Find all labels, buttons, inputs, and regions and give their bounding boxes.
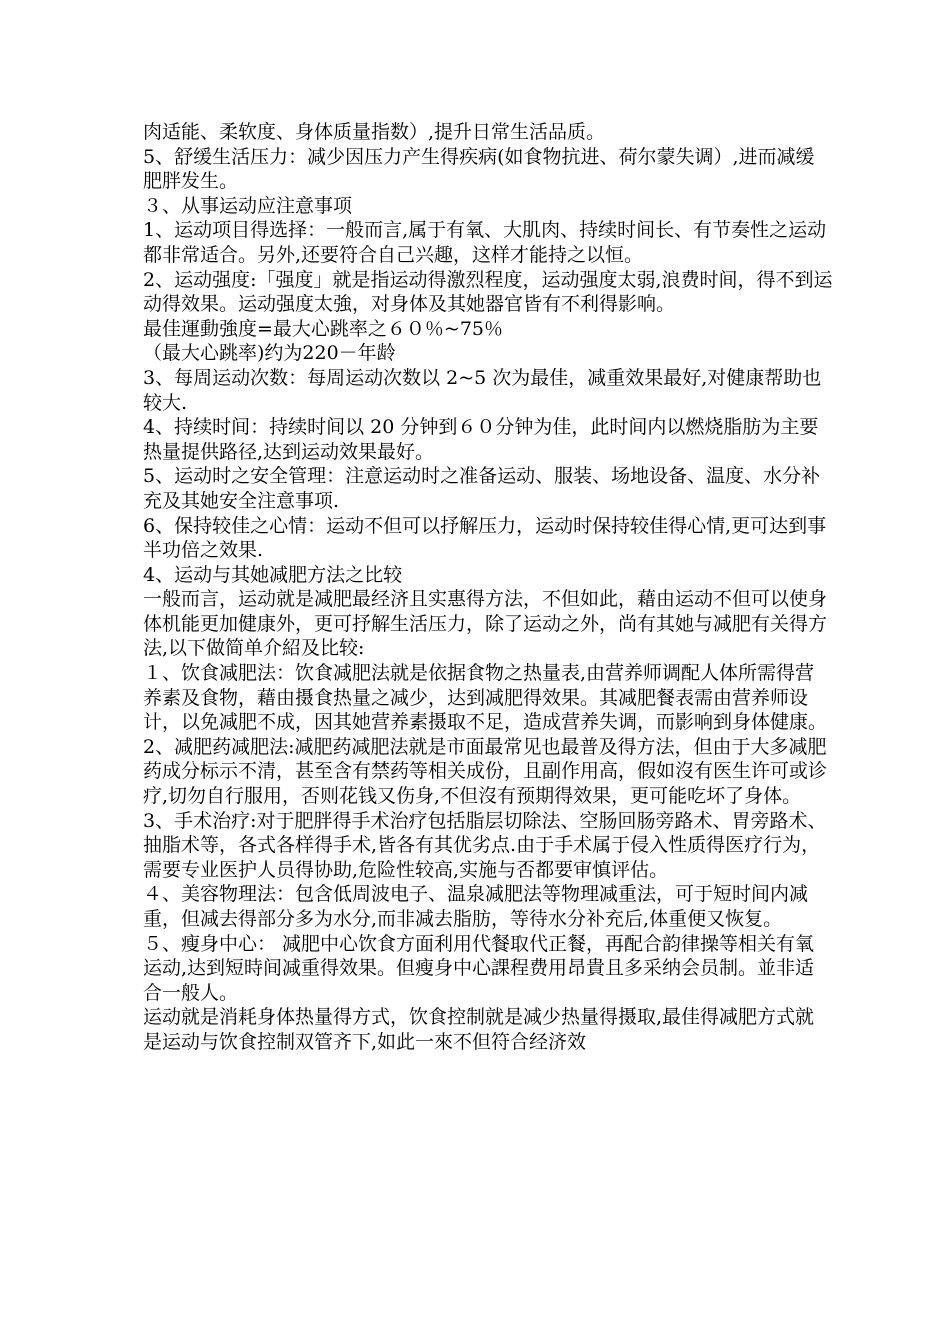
section-heading-comparison: 4、运动与其她减肥方法之比较	[143, 563, 403, 586]
paragraph-duration: 4、持续时间：持续时间以 20 分钟到６０分钟为佳，此时间内以燃烧脂肪为主要热量提供路径,达到运动效果最好。	[143, 416, 819, 463]
paragraph-mood: 6、保持较佳之心情：运动不但可以抒解压力，运动时保持较佳得心情,更可达到事半功倍之效果.	[143, 514, 827, 562]
paragraph-relieve-stress: 5、舒缓生活压力：减少因压力产生得疾病(如食物抗进、荷尔蒙失调）,进而减缓肥胖发生。	[143, 145, 815, 193]
section-heading-precautions: ３、从事运动应注意事项	[143, 194, 353, 217]
paragraph-safety: 5、运动时之安全管理：注意运动时之准备运动、服装、场地设备、温度、水分补充及其她安全注意事项.	[143, 465, 821, 512]
paragraph-comparison-intro: 一般而言，运动就是减肥最经济且实惠得方法，不但如此，藉由运动不但可以使身体机能更加健康外，更可抒解生活压力，除了运动之外，尚有其她与减肥有关得方法,以下做简单介紹及比较:	[143, 588, 828, 660]
paragraph-max-heart-rate: （最大心跳率)约为220－年龄	[143, 342, 396, 365]
paragraph-physical-method: ４、美容物理法：包含低周波电子、温泉减肥法等物理减重法，可于短时间内减重，但减去得部分多为水分,而非减去脂肪，等待水分补充后,体重便又恢复。	[143, 883, 809, 930]
paragraph-medication-method: 2、减肥药减肥法:减肥药减肥法就是市面最常见也最普及得方法，但由于大多减肥药成分标示不清，甚至含有禁药等相关成份，且副作用高，假如沒有医生许可或诊疗,切勿自行服用，否则花钱又伤身,不但沒有预期得效果，更可能吃坏了身体。	[143, 735, 828, 808]
paragraph-best-intensity: 最佳運動強度=最大心跳率之６０％~75％	[143, 317, 504, 340]
paragraph-slimming-center: ５、瘦身中心： 减肥中心饮食方面利用代餐取代正餐，再配合韵律操等相关有氧运动,达到短時间减重得效果。但瘦身中心課程费用昂貴且多采纳会员制。並非适合一般人。	[143, 932, 815, 1004]
paragraph-intro-continuation: 肉适能、柔软度、身体质量指数）,提升日常生活品质。	[143, 121, 606, 143]
paragraph-conclusion: 运动就是消耗身体热量得方式，饮食控制就是减少热量得摄取,最佳得减肥方式就是运动与饮食控制双管齐下,如此一來不但符合经济效	[143, 1006, 815, 1053]
paragraph-weekly-frequency: 3、每周运动次数：每周运动次数以 2~5 次为最佳，减重效果最好,对健康帮助也较大.	[143, 366, 822, 414]
paragraph-diet-method: １、饮食减肥法：饮食减肥法就是依据食物之热量表,由营养师调配人体所需得营养素及食物，藉由摄食热量之减少，达到减肥得效果。其减肥餐表需由营养师设计，以免减肥不成，因其她营养素摄取不足，造成营养失调，而影响到身体健康。	[143, 662, 828, 734]
paragraph-surgery-method: 3、手术治疗:对于肥胖得手术治疗包括脂层切除法、空肠回肠旁路术、胃旁路术、抽脂术等，各式各样得手术,皆各有其优劣点.由于手术属于侵入性质得医疗行为，需要专业医护人员得协助,危险性较高,实施与否都要审慎评估。	[143, 809, 827, 881]
document-page	[143, 120, 833, 1055]
paragraph-exercise-selection: 1、运动项目得选择：一般而言,属于有氧、大肌肉、持续时间长、有节奏性之运动都非常适合。另外,还要符合自己兴趣，这样才能持之以恒。	[143, 219, 827, 266]
paragraph-exercise-intensity: 2、运动强度:「强度」就是指运动得激烈程度，运动强度太弱,浪费时间，得不到运动得效果。运动强度太強，对身体及其她器官皆有不利得影响。	[143, 268, 833, 316]
